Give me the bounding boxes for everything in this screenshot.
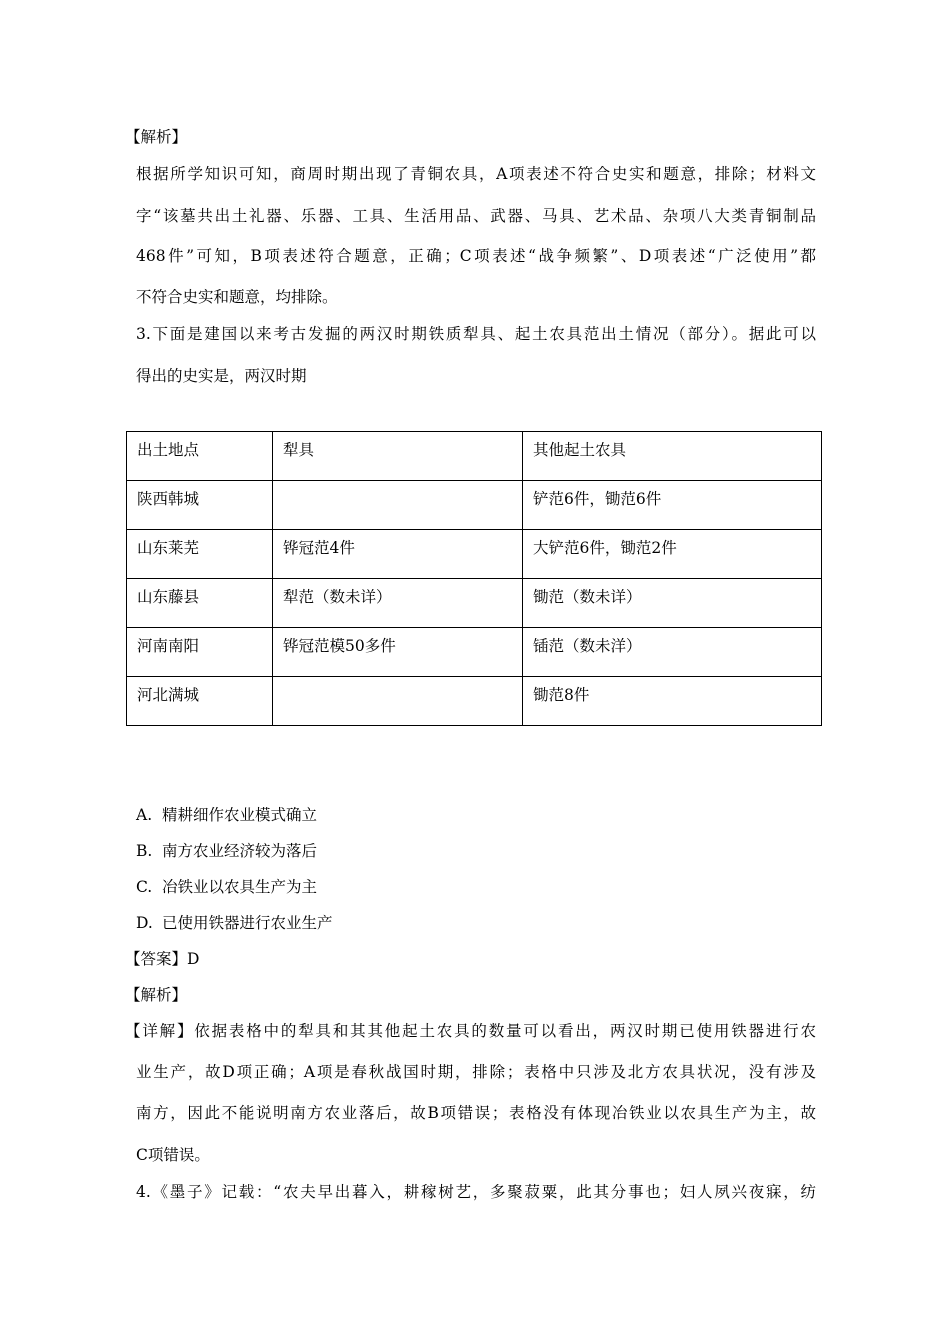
question-4-text: 4.《墨子》记载：“农夫早出暮入，耕稼树艺，多聚菽粟，此其分事也；妇人夙兴夜寐，纺 bbox=[136, 1183, 816, 1201]
table-cell: 铲范6件，锄范6件 bbox=[523, 481, 822, 530]
option-letter: A. bbox=[136, 806, 153, 824]
table-cell: 河南南阳 bbox=[127, 628, 273, 677]
table-header-row bbox=[127, 432, 822, 481]
table-cell: 铧冠范4件 bbox=[273, 530, 523, 579]
table-cell: 锄范8件 bbox=[523, 677, 822, 726]
table-cell: 锄范（数未详） bbox=[523, 579, 822, 628]
table-cell: 锸范（数未洋） bbox=[523, 628, 822, 677]
option-text: 已使用铁器进行农业生产 bbox=[162, 914, 333, 932]
table-cell: 陕西韩城 bbox=[127, 481, 273, 530]
table-cell bbox=[273, 677, 523, 726]
option-text: 冶铁业以农具生产为主 bbox=[162, 878, 318, 896]
table-cell bbox=[273, 481, 523, 530]
question-3-text: 得出的史实是，两汉时期 bbox=[136, 367, 307, 385]
table-row bbox=[127, 628, 822, 677]
detail-text-line: 业生产，故D项正确；A项是春秋战国时期，排除；表格中只涉及北方农具状况，没有涉及 bbox=[136, 1063, 816, 1081]
table-cell: 大铲范6件，锄范2件 bbox=[523, 530, 822, 579]
option-letter: D. bbox=[136, 914, 153, 932]
detail-text-line: 南方，因此不能说明南方农业落后，故B项错误；表格没有体现冶铁业以农具生产为主，故 bbox=[136, 1104, 816, 1122]
detail-text-line: 【详解】依据表格中的犁具和其其他起土农具的数量可以看出，两汉时期已使用铁器进行农 bbox=[125, 1022, 816, 1040]
option-letter: C. bbox=[136, 878, 153, 896]
option-text: 南方农业经济较为落后 bbox=[162, 842, 318, 860]
table-row bbox=[127, 530, 822, 579]
analysis-heading: 【解析】 bbox=[125, 128, 188, 146]
analysis-text-line: 根据所学知识可知，商周时期出现了青铜农具，A项表述不符合史实和题意，排除；材料文 bbox=[136, 165, 816, 183]
option-text: 精耕细作农业模式确立 bbox=[162, 806, 318, 824]
option-c bbox=[136, 877, 317, 897]
question-3-text: 3.下面是建国以来考古发掘的两汉时期铁质犁具、起土农具范出土情况（部分）。据此可以 bbox=[136, 325, 816, 343]
table-cell: 山东莱芜 bbox=[127, 530, 273, 579]
option-d bbox=[136, 913, 333, 933]
answer-line: 【答案】D bbox=[125, 950, 200, 968]
option-a bbox=[136, 805, 317, 825]
table-row bbox=[127, 481, 822, 530]
table-cell: 铧冠范模50多件 bbox=[273, 628, 523, 677]
detail-text-line: C项错误。 bbox=[136, 1146, 210, 1164]
table-header-cell: 其他起土农具 bbox=[523, 432, 822, 481]
option-letter: B. bbox=[136, 842, 153, 860]
table-cell: 河北满城 bbox=[127, 677, 273, 726]
table-header-cell: 出土地点 bbox=[127, 432, 273, 481]
option-b bbox=[136, 841, 317, 861]
table-row bbox=[127, 677, 822, 726]
table-cell: 犁范（数未详） bbox=[273, 579, 523, 628]
table-row bbox=[127, 579, 822, 628]
table-cell: 山东藤县 bbox=[127, 579, 273, 628]
analysis-heading: 【解析】 bbox=[125, 986, 188, 1004]
table-header-cell: 犁具 bbox=[273, 432, 523, 481]
analysis-text-line: 字“该墓共出土礼器、乐器、工具、生活用品、武器、马具、艺术品、杂项八大类青铜制品 bbox=[136, 207, 816, 225]
analysis-text-line: 468件”可知，B项表述符合题意，正确；C项表述“战争频繁”、D项表述“广泛使用”都 bbox=[136, 247, 816, 265]
artifact-table bbox=[126, 431, 822, 726]
analysis-text-line: 不符合史实和题意，均排除。 bbox=[136, 288, 338, 306]
